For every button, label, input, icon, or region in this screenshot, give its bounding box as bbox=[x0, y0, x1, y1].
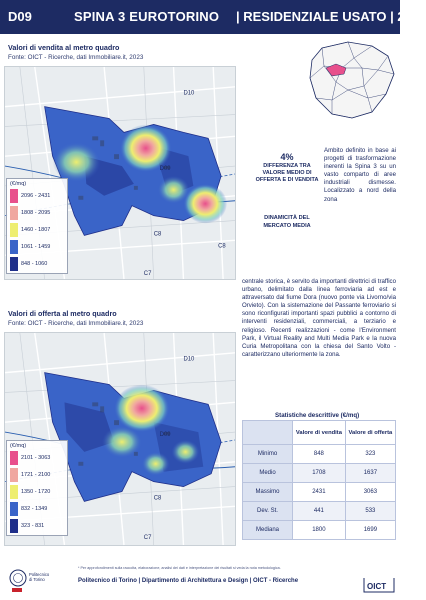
descriptive-stats-table bbox=[242, 420, 396, 540]
table-cell: 533 bbox=[345, 502, 395, 521]
map-label: C8 bbox=[153, 495, 162, 502]
legend-item bbox=[10, 256, 64, 272]
locator-minimap bbox=[302, 38, 398, 122]
map-label: D09 bbox=[159, 432, 171, 439]
map-label: C7 bbox=[143, 535, 152, 542]
row-label: Minimo bbox=[243, 445, 293, 464]
legend-swatch bbox=[10, 485, 18, 499]
legend-label: 2101 - 3063 bbox=[21, 455, 51, 461]
legend-label: 1721 - 2100 bbox=[21, 472, 51, 478]
description-text-top: Ambito definito in base ai progetti di trasformazione inerenti la Spina 3 su un vasto comparto di aree industriali dismesse. Localizzato a nord della zona bbox=[324, 147, 396, 203]
sale-map-source: Fonte: OICT - Ricerche, dati Immobiliare.it, 2023 bbox=[8, 54, 144, 61]
legend-label: 1061 - 1459 bbox=[21, 244, 51, 250]
stats-table-title: Statistiche descrittive (€/mq) bbox=[275, 412, 360, 419]
map-label: D09 bbox=[159, 166, 171, 173]
table-cell: 323 bbox=[345, 445, 395, 464]
legend-swatch bbox=[10, 240, 18, 254]
table-cell: 848 bbox=[293, 445, 346, 464]
oict-logo bbox=[362, 572, 396, 594]
legend-label: 848 - 1060 bbox=[21, 261, 48, 267]
svg-text:OICT: OICT bbox=[367, 582, 387, 591]
table-row bbox=[243, 502, 396, 521]
row-label: Medio bbox=[243, 464, 293, 483]
table-row bbox=[243, 521, 396, 540]
map-label: D10 bbox=[183, 356, 195, 363]
map-label: C8 bbox=[153, 231, 162, 238]
legend-item bbox=[10, 239, 64, 255]
map-label: C8 bbox=[218, 243, 226, 250]
offer-map-title: Valori di offerta al metro quadro bbox=[8, 309, 117, 318]
legend-label: 1350 - 1720 bbox=[21, 489, 51, 495]
footer-credits: Politecnico di Torino | Dipartimento di Architettura e Design | OICT - Ricerche bbox=[78, 578, 299, 584]
row-label: Dev. St. bbox=[243, 502, 293, 521]
legend-label: 323 - 831 bbox=[21, 523, 45, 529]
row-label: Massimo bbox=[243, 483, 293, 502]
description-text-body: centrale storica, è servito da importanti direttrici di traffico urbano, delimitato dalla linea ferroviaria ad est e attraversato dal fiume Dora (nuovo ponte via Livorno/via Orvieto). Con la sistemazione del Passante ferroviario si sono riconfigurati importanti spazi pubblici a contorno di interventi residenziali, commerciali, a terziario e religioso. Recenti realizzazioni - come l'Environment Park, il Virtual Reality and Multi Media Park e la nuova Curia Metropolitana con la chiesa del Santo Volto - caratterizzano ulteriormente la zona. bbox=[242, 278, 396, 358]
table-cell: 1637 bbox=[345, 464, 395, 483]
svg-text:di Torino: di Torino bbox=[29, 577, 45, 582]
table-cell: 1800 bbox=[293, 521, 346, 540]
legend-swatch bbox=[10, 468, 18, 482]
district-code: D09 bbox=[8, 9, 32, 24]
table-corner bbox=[243, 421, 293, 445]
legend-swatch bbox=[10, 502, 18, 516]
offer-map-legend bbox=[6, 440, 68, 536]
report-type: | RESIDENZIALE USATO | 2023 bbox=[236, 9, 426, 24]
legend-item bbox=[10, 484, 64, 500]
legend-item bbox=[10, 467, 64, 483]
legend-label: 832 - 1349 bbox=[21, 506, 48, 512]
sale-map-title: Valori di vendita al metro quadro bbox=[8, 43, 120, 52]
difference-stat bbox=[253, 152, 321, 184]
difference-value: 4% bbox=[280, 152, 294, 162]
legend-unit: (€/mq) bbox=[10, 181, 27, 187]
legend-swatch bbox=[10, 206, 18, 220]
legend-item bbox=[10, 205, 64, 221]
map-label: C7 bbox=[143, 271, 152, 278]
table-row bbox=[243, 445, 396, 464]
legend-swatch bbox=[10, 189, 18, 203]
row-label: Mediana bbox=[243, 521, 293, 540]
legend-swatch bbox=[10, 223, 18, 237]
politecnico-logo bbox=[8, 566, 68, 594]
column-header: Valore di vendita bbox=[293, 421, 346, 445]
legend-item bbox=[10, 501, 64, 517]
legend-item bbox=[10, 188, 64, 204]
district-name: SPINA 3 EUROTORINO bbox=[74, 9, 220, 24]
legend-unit: (€/mq) bbox=[10, 443, 27, 449]
svg-text:Politecnico: Politecnico bbox=[29, 572, 50, 577]
methodology-footnote: * Per approfondimenti sulla raccolta, elaborazione, analisi dei dati e interpretazione dei risultati si veda la nota metodologica. bbox=[78, 566, 281, 570]
table-cell: 1708 bbox=[293, 464, 346, 483]
table-cell: 1699 bbox=[345, 521, 395, 540]
legend-item bbox=[10, 222, 64, 238]
column-header: Valore di offerta bbox=[345, 421, 395, 445]
table-cell: 3063 bbox=[345, 483, 395, 502]
legend-label: 1460 - 1807 bbox=[21, 227, 51, 233]
difference-caption: DIFFERENZA TRA VALORE MEDIO DI OFFERTA E DI VENDITA bbox=[255, 163, 319, 183]
table-row bbox=[243, 464, 396, 483]
legend-item bbox=[10, 450, 64, 466]
table-row bbox=[243, 483, 396, 502]
legend-swatch bbox=[10, 519, 18, 533]
offer-map-source: Fonte: OICT - Ricerche, dati Immobiliare.it, 2023 bbox=[8, 320, 144, 327]
table-cell: 2431 bbox=[293, 483, 346, 502]
page-header bbox=[0, 0, 426, 34]
legend-item bbox=[10, 518, 64, 534]
map-label: D10 bbox=[183, 90, 195, 97]
market-dynamics: DINAMICITÀ DEL MERCATO MEDIA bbox=[263, 215, 311, 229]
table-cell: 441 bbox=[293, 502, 346, 521]
legend-label: 1808 - 2095 bbox=[21, 210, 51, 216]
legend-label: 2096 - 2431 bbox=[21, 193, 51, 199]
legend-swatch bbox=[10, 451, 18, 465]
legend-swatch bbox=[10, 257, 18, 271]
sale-map-legend bbox=[6, 178, 68, 274]
